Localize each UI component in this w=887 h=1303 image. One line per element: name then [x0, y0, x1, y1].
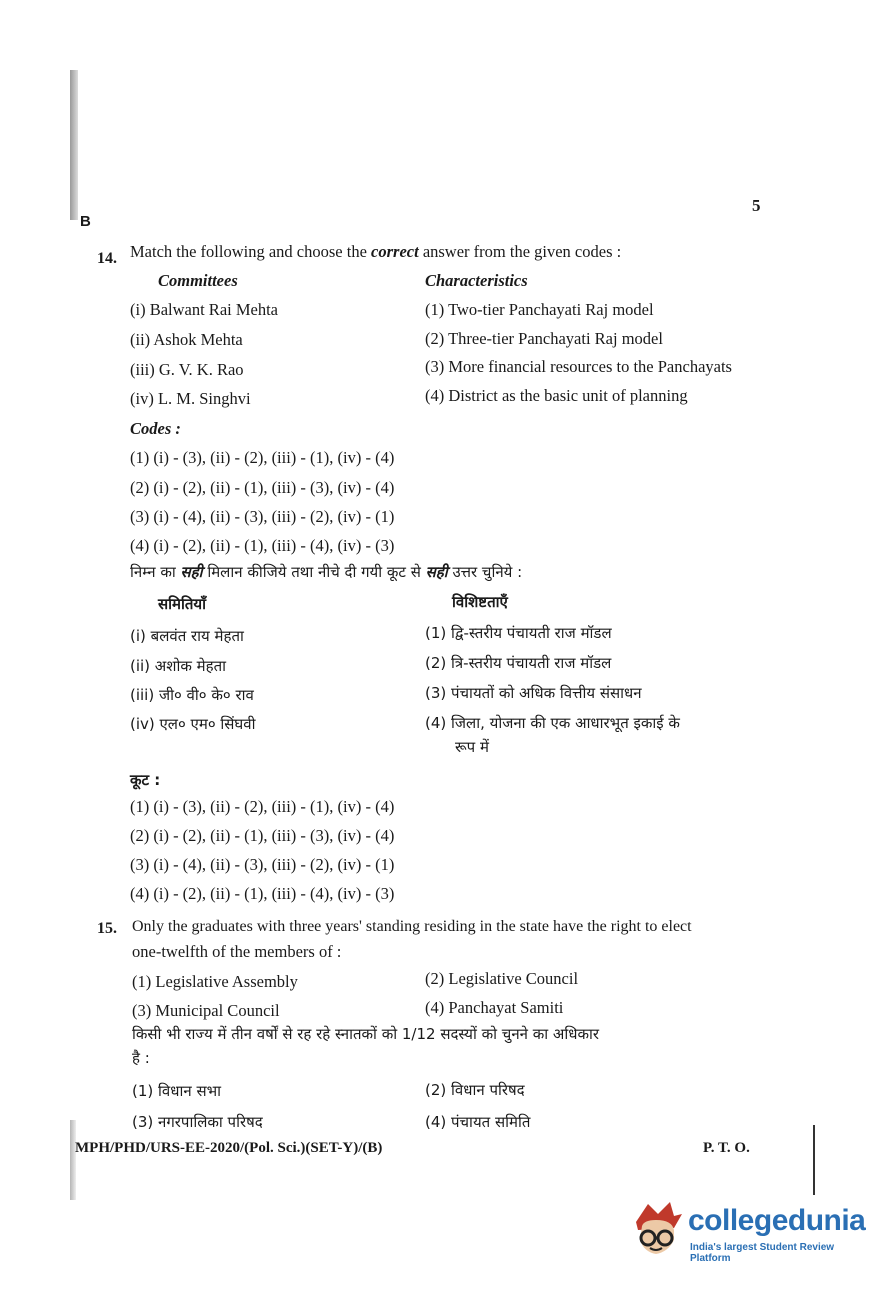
q14-hi-code-option: (2) (i) - (2), (ii) - (1), (iii) - (3), (iv) - (4) — [130, 826, 395, 845]
q14-hi-right-item-cont: रूप में — [455, 738, 489, 756]
q14-prompt: Match the following and choose the correct answer from the given codes : — [130, 242, 622, 261]
q14-left-item: (iii) G. V. K. Rao — [130, 360, 244, 379]
logo-mascot-icon — [628, 1200, 686, 1262]
q14-right-item: (3) More financial resources to the Panchayats — [425, 357, 732, 376]
q15-option: (1) Legislative Assembly — [132, 972, 298, 991]
q14-code-option: (3) (i) - (4), (ii) - (3), (iii) - (2), (iv) - (1) — [130, 507, 395, 526]
scan-edge-shadow — [70, 70, 78, 220]
q14-hi-col1-head: समितियाँ — [158, 595, 207, 613]
q14-hi-right-item: (3) पंचायतों को अधिक वित्तीय संसाधन — [425, 684, 642, 702]
q14-hi-code-option: (4) (i) - (2), (ii) - (1), (iii) - (4), (iv) - (3) — [130, 884, 395, 903]
q14-hi-codes-label: कूट : — [130, 771, 161, 789]
q14-code-option: (1) (i) - (3), (ii) - (2), (iii) - (1), (iv) - (4) — [130, 448, 395, 467]
q15-hi-prompt-line2: है : — [132, 1049, 150, 1067]
q14-right-item: (1) Two-tier Panchayati Raj model — [425, 300, 654, 319]
logo-tagline: India's largest Student Review Platform — [690, 1242, 835, 1264]
q14-left-item: (iv) L. M. Singhvi — [130, 389, 251, 408]
q14-number: 14. — [97, 250, 117, 267]
q14-col2-head: Characteristics — [425, 271, 528, 290]
collegedunia-logo — [628, 1200, 866, 1264]
page-number: 5 — [752, 196, 761, 215]
q15-prompt-line2: one-twelfth of the members of : — [132, 942, 342, 961]
q14-hi-code-option: (3) (i) - (4), (ii) - (3), (iii) - (2), (iv) - (1) — [130, 855, 395, 874]
set-mark: B — [80, 213, 91, 230]
q15-hi-option: (3) नगरपालिका परिषद — [132, 1113, 263, 1131]
q14-hi-right-item: (1) द्वि-स्तरीय पंचायती राज मॉडल — [425, 624, 612, 642]
q14-left-item: (i) Balwant Rai Mehta — [130, 300, 279, 319]
q15-hi-option: (2) विधान परिषद — [425, 1081, 525, 1099]
q14-hi-right-item: (2) त्रि-स्तरीय पंचायती राज मॉडल — [425, 654, 612, 672]
q14-right-item: (2) Three-tier Panchayati Raj model — [425, 329, 663, 348]
q15-option: (4) Panchayat Samiti — [425, 998, 564, 1017]
scan-edge-shadow-bottom — [70, 1120, 76, 1200]
q14-code-option: (2) (i) - (2), (ii) - (1), (iii) - (3), (iv) - (4) — [130, 478, 395, 497]
q14-hi-left-item: (i) बलवंत राय मेहता — [130, 627, 244, 645]
q14-hi-prompt: निम्न का सही मिलान कीजिये तथा नीचे दी गयी कूट से सही उत्तर चुनिये : — [130, 563, 523, 581]
q14-right-item: (4) District as the basic unit of planning — [425, 386, 688, 405]
q14-codes-label: Codes : — [130, 419, 181, 438]
q15-option: (2) Legislative Council — [425, 969, 579, 988]
paper-code: MPH/PHD/URS-EE-2020/(Pol. Sci.)(SET-Y)/(B) — [75, 1140, 383, 1156]
q15-number: 15. — [97, 920, 117, 937]
q14-code-option: (4) (i) - (2), (ii) - (1), (iii) - (4), (iv) - (3) — [130, 536, 395, 555]
q14-hi-left-item: (ii) अशोक मेहता — [130, 657, 227, 675]
q14-hi-left-item: (iv) एल० एम० सिंघवी — [130, 715, 256, 733]
q15-hi-prompt-line1: किसी भी राज्य में तीन वर्षों से रह रहे स्नातकों को 1/12 सदस्यों को चुनने का अधिकार — [132, 1025, 600, 1043]
pto-label: P. T. O. — [703, 1140, 750, 1156]
q14-col1-head: Committees — [158, 271, 238, 290]
q14-hi-code-option: (1) (i) - (3), (ii) - (2), (iii) - (1), (iv) - (4) — [130, 797, 395, 816]
q15-option: (3) Municipal Council — [132, 1001, 280, 1020]
q14-left-item: (ii) Ashok Mehta — [130, 330, 243, 349]
margin-rule — [813, 1125, 815, 1195]
q14-hi-left-item: (iii) जी० वी० के० राव — [130, 686, 254, 704]
q14-hi-right-item: (4) जिला, योजना की एक आधारभूत इकाई के — [425, 714, 680, 732]
logo-wordmark: collegedunia — [688, 1204, 866, 1237]
q15-prompt-line1: Only the graduates with three years' standing residing in the state have the right to elect — [132, 918, 692, 935]
q14-hi-col2-head: विशिष्टताएँ — [452, 593, 508, 611]
q15-hi-option: (1) विधान सभा — [132, 1082, 222, 1100]
q15-hi-option: (4) पंचायत समिति — [425, 1113, 531, 1131]
